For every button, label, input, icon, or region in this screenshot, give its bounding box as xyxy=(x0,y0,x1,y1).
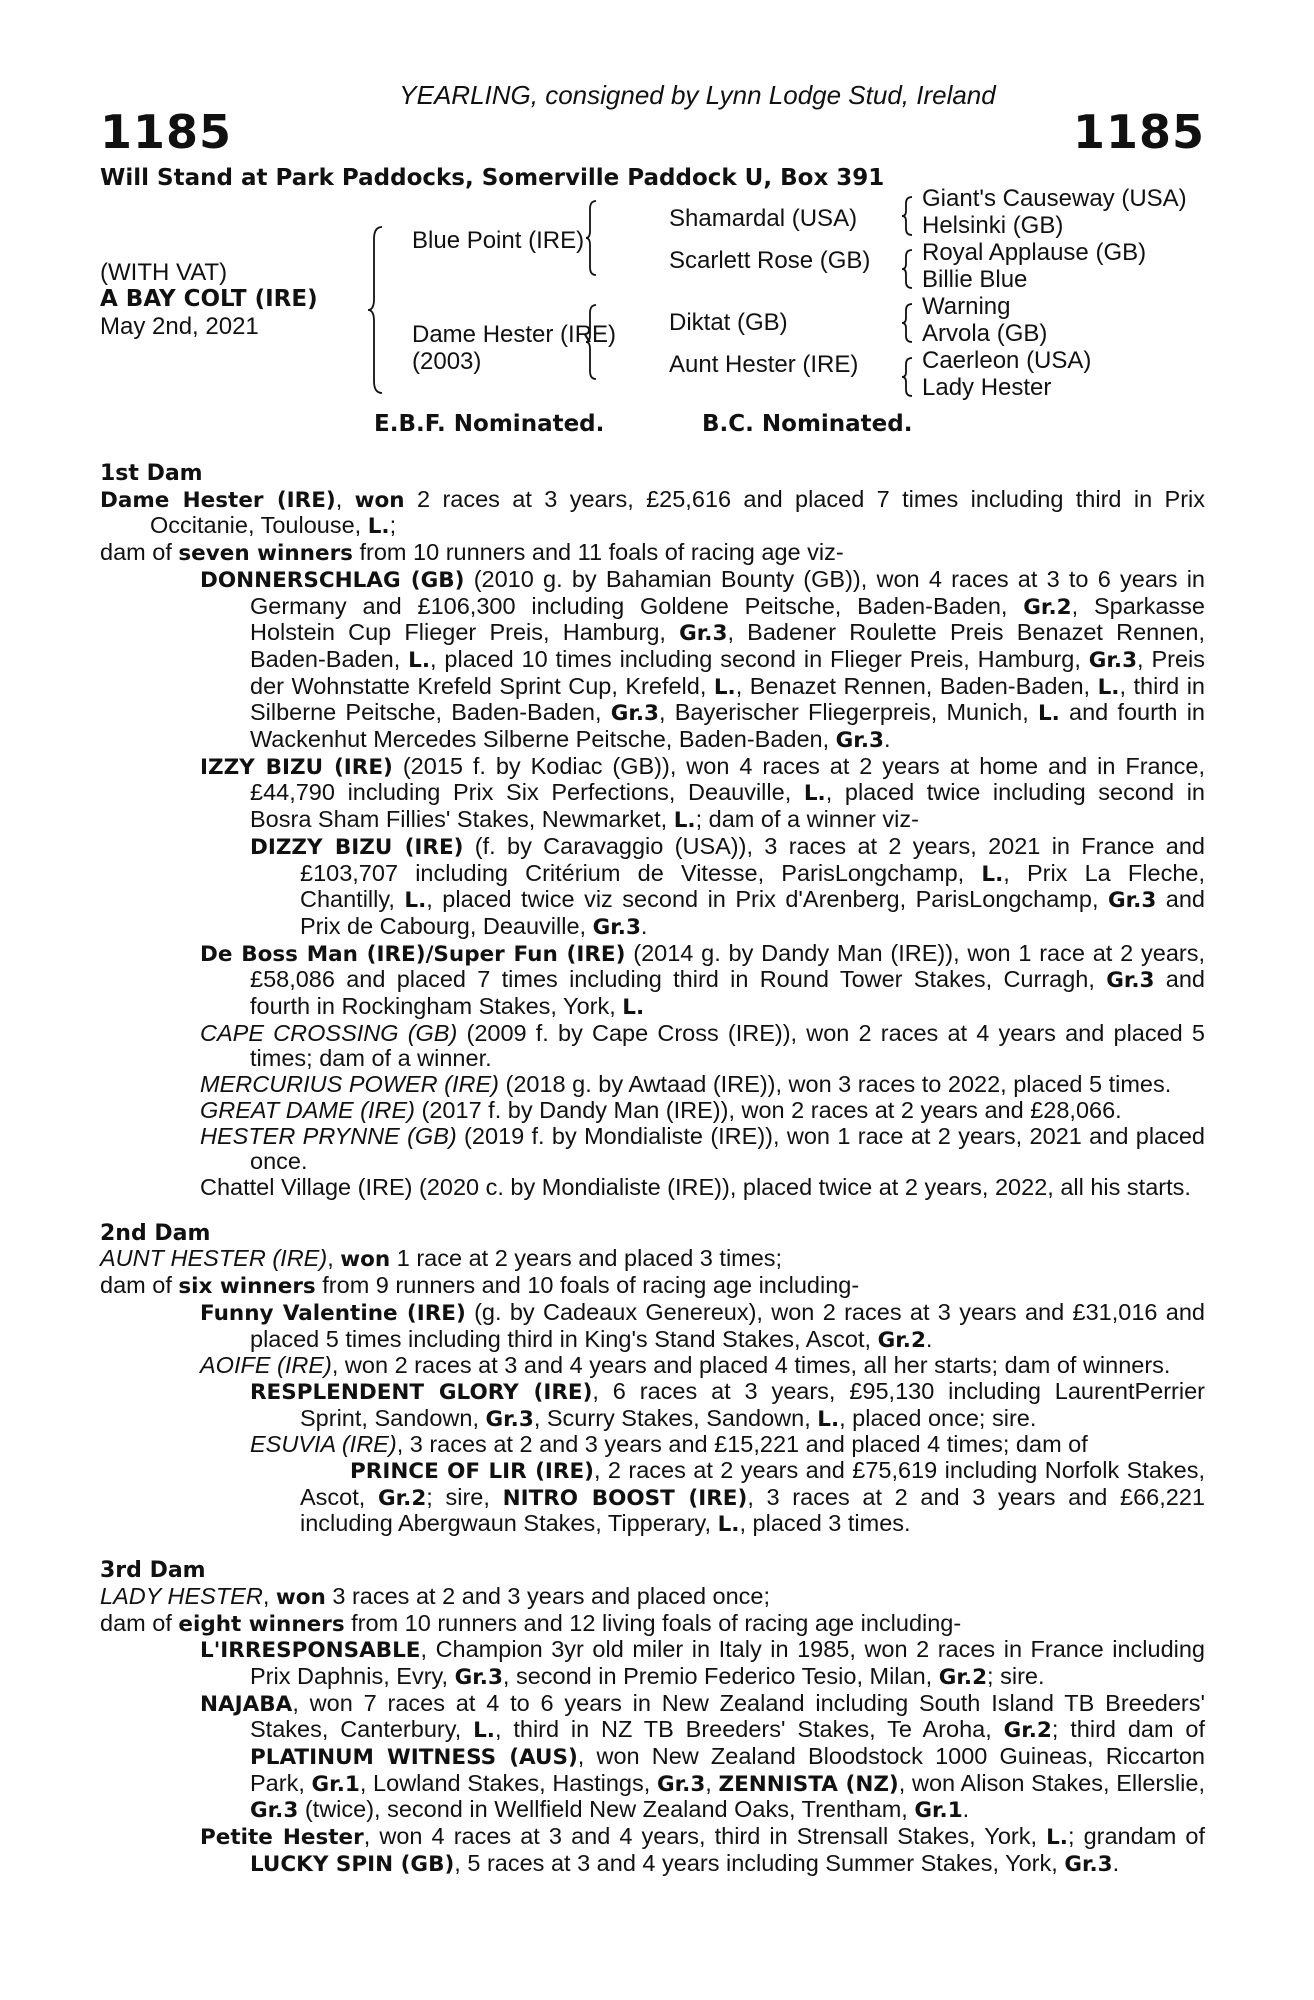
stand-location: Will Stand at Park Paddocks, Somerville Paddock U, Box 391 xyxy=(100,165,885,191)
grand-produce-entry: ESUVIA (IRE), 3 races at 2 and 3 years and £15,221 and placed 4 times; dam of PRINCE OF LIR (IRE), 2 races at 2 years and £75,619 including Norfolk Stakes, Ascot, Gr.2; sire, NITRO BOOST (IRE), 3 races at 2 and 3 years and £66,221 including Abergwaun Stakes, Tipperary, L., placed 3 times. xyxy=(250,1431,1205,1538)
sire: Blue Point (IRE) xyxy=(412,227,585,254)
lot-number-row xyxy=(100,105,1205,161)
lot-number-right: 1185 xyxy=(1072,105,1205,159)
dam-produce-summary: dam of seven winners from 10 runners and 11 foals of racing age viz- xyxy=(100,539,844,567)
produce-entry: CAPE CROSSING (GB) (2009 f. by Cape Cross (IRE)), won 2 races at 4 years and placed 5 times; dam of a winner. xyxy=(200,1019,1205,1072)
produce-entry: NAJABA, won 7 races at 4 to 6 years in New Zealand including South Island TB Breeders' Stakes, Canterbury, L., third in NZ TB Breeders' Stakes, Te Aroha, Gr.2; third dam of PLATINUM WITNESS (AUS), won New Zealand Bloodstock 1000 Guineas, Riccarton Park, Gr.1, Lowland Stakes, Hastings, Gr.3, ZENNISTA (NZ), won Alison Stakes, Ellerslie, Gr.3 (twice), second in Wellfield New Zealand Oaks, Trentham, Gr.1. xyxy=(200,1689,1206,1824)
dam-produce-summary: dam of six winners from 9 runners and 10 foals of racing age including- xyxy=(100,1272,860,1300)
lot-horse-name: A BAY COLT (IRE) xyxy=(100,286,318,312)
dam-sire: Diktat (GB) xyxy=(669,309,788,336)
nominations-row xyxy=(100,407,1205,447)
section-heading: 2nd Dam xyxy=(100,1220,211,1246)
section-heading: 1st Dam xyxy=(100,461,203,486)
produce-entry: Chattel Village (IRE) (2020 c. by Mondialiste (IRE)), placed twice at 2 years, 2022, all his starts. xyxy=(200,1173,1191,1200)
pedigree-chart xyxy=(100,185,1205,407)
grand-produce-entry: DIZZY BIZU (IRE) (f. by Caravaggio (USA)), 3 races at 2 years, 2021 in France and £103,707 including Critérium de Vitesse, ParisLongchamp, L., Prix La Fleche, Chantilly, L., placed twice viz second in Prix d'Arenberg, ParisLongchamp, Gr.3 and Prix de Cabourg, Deauville, Gr.3. xyxy=(250,832,1206,940)
produce-entry: AOIFE (IRE), won 2 races at 3 and 4 years and placed 4 times, all her starts; dam of winners. xyxy=(200,1352,1171,1379)
g-bracket-4 xyxy=(900,356,916,398)
pedigree-ancestor: Warning xyxy=(922,293,1011,320)
produce-entry: DONNERSCHLAG (GB) (2010 g. by Bahamian Bounty (GB)), won 4 races at 3 to 6 years in Germany and £106,300 including Goldene Peitsche, Baden-Baden, Gr.2, Sparkasse Holstein Cup Flieger Preis, Hamburg, Gr.3, Badener Roulette Preis Benazet Rennen, Baden-Baden, L., placed 10 times including second in Flieger Preis, Hamburg, Gr.3, Preis der Wohnstatte Krefeld Sprint Cup, Krefeld, L., Benazet Rennen, Baden-Baden, L., third in Silberne Peitsche, Baden-Baden, Gr.3, Bayerischer Fliegerpreis, Munich, L. and fourth in Wackenhut Mercedes Silberne Peitsche, Baden-Baden, Gr.3. xyxy=(200,565,1205,754)
g-bracket-1 xyxy=(900,195,916,237)
grand-produce-entry: RESPLENDENT GLORY (IRE), 6 races at 3 years, £95,130 including LaurentPerrier Sprint, Sandown, Gr.3, Scurry Stakes, Sandown, L., placed once; sire. xyxy=(250,1377,1205,1432)
pedigree-ancestor: Helsinki (GB) xyxy=(922,212,1064,239)
g-bracket-2 xyxy=(900,248,916,290)
lot-number-left: 1185 xyxy=(100,105,233,159)
ebf-nomination: E.B.F. Nominated. xyxy=(374,411,605,437)
dam-bracket xyxy=(584,303,600,381)
produce-entry: L'IRRESPONSABLE, Champion 3yr old miler in Italy in 1985, won 2 races in France including Prix Daphnis, Evry, Gr.3, second in Premio Federico Tesio, Milan, Gr.2; sire. xyxy=(200,1636,1205,1690)
pedigree-ancestor: Giant's Causeway (USA) xyxy=(922,185,1187,212)
first-dam-section xyxy=(100,461,1205,1201)
section-heading: 3rd Dam xyxy=(100,1558,206,1584)
second-dam-section xyxy=(100,1221,1205,1538)
foaling-date: May 2nd, 2021 xyxy=(100,313,259,340)
dam-year: (2003) xyxy=(412,348,482,375)
dam-record: LADY HESTER, won 3 races at 2 and 3 years and placed once; xyxy=(100,1582,771,1610)
sire-bracket xyxy=(584,199,600,277)
dam-dam: Aunt Hester (IRE) xyxy=(669,351,859,378)
dam: Dame Hester (IRE) xyxy=(412,321,617,348)
consignor-line: YEARLING, consigned by Lynn Lodge Stud, Ireland xyxy=(399,80,996,110)
sire-dam-bracket xyxy=(366,225,386,395)
produce-entry: IZZY BIZU (IRE) (2015 f. by Kodiac (GB)), won 4 races at 2 years at home and in France, £44,790 including Prix Six Perfections, Deauville, L., placed twice including second in Bosra Sham Fillies' Stakes, Newmarket, L.; dam of a winner viz- xyxy=(200,752,1206,834)
pedigree-ancestor: Caerleon (USA) xyxy=(922,347,1092,374)
bc-nomination: B.C. Nominated. xyxy=(702,411,913,437)
pedigree-ancestor: Lady Hester xyxy=(922,374,1052,401)
dam-record: AUNT HESTER (IRE), won 1 race at 2 years and placed 3 times; xyxy=(100,1245,783,1273)
produce-entry: De Boss Man (IRE)/Super Fun (IRE) (2014 g. by Dandy Man (IRE)), won 1 race at 2 years, £58,086 and placed 7 times including third in Round Tower Stakes, Curragh, Gr.3 and fourth in Rockingham Stakes, York, L. xyxy=(200,939,1205,1021)
produce-entry: Funny Valentine (IRE) (g. by Cadeaux Genereux), won 2 races at 3 years and £31,016 and placed 5 times including third in King's Stand Stakes, Ascot, Gr.2. xyxy=(200,1298,1206,1353)
produce-entry: GREAT DAME (IRE) (2017 f. by Dandy Man (IRE)), won 2 races at 2 years and £28,066. xyxy=(200,1096,1122,1123)
produce-entry: Petite Hester, won 4 races at 3 and 4 years, third in Strensall Stakes, York, L.; grandam of LUCKY SPIN (GB), 5 races at 3 and 4 years including Summer Stakes, York, Gr.3. xyxy=(200,1823,1205,1877)
sire-sire: Shamardal (USA) xyxy=(669,205,858,232)
produce-entry: HESTER PRYNNE (GB) (2019 f. by Mondialiste (IRE)), won 1 race at 2 years, 2021 and placed once. xyxy=(200,1122,1205,1175)
sire-dam: Scarlett Rose (GB) xyxy=(669,247,871,274)
dam-record: Dame Hester (IRE), won 2 races at 3 years, £25,616 and placed 7 times including third in Prix Occitanie, Toulouse, L.; xyxy=(100,485,1206,540)
catalogue-page xyxy=(100,80,1205,1878)
g-bracket-3 xyxy=(900,302,916,344)
pedigree-ancestor: Royal Applause (GB) xyxy=(922,239,1147,266)
pedigree-ancestor: Arvola (GB) xyxy=(922,320,1048,347)
pedigree-ancestor: Billie Blue xyxy=(922,266,1028,293)
dam-produce-summary: dam of eight winners from 10 runners and 12 living foals of racing age including- xyxy=(100,1609,962,1637)
third-dam-section xyxy=(100,1558,1205,1877)
vat-note: (WITH VAT) xyxy=(100,259,228,286)
produce-entry: MERCURIUS POWER (IRE) (2018 g. by Awtaad (IRE)), won 3 races to 2022, placed 5 times. xyxy=(200,1071,1172,1098)
